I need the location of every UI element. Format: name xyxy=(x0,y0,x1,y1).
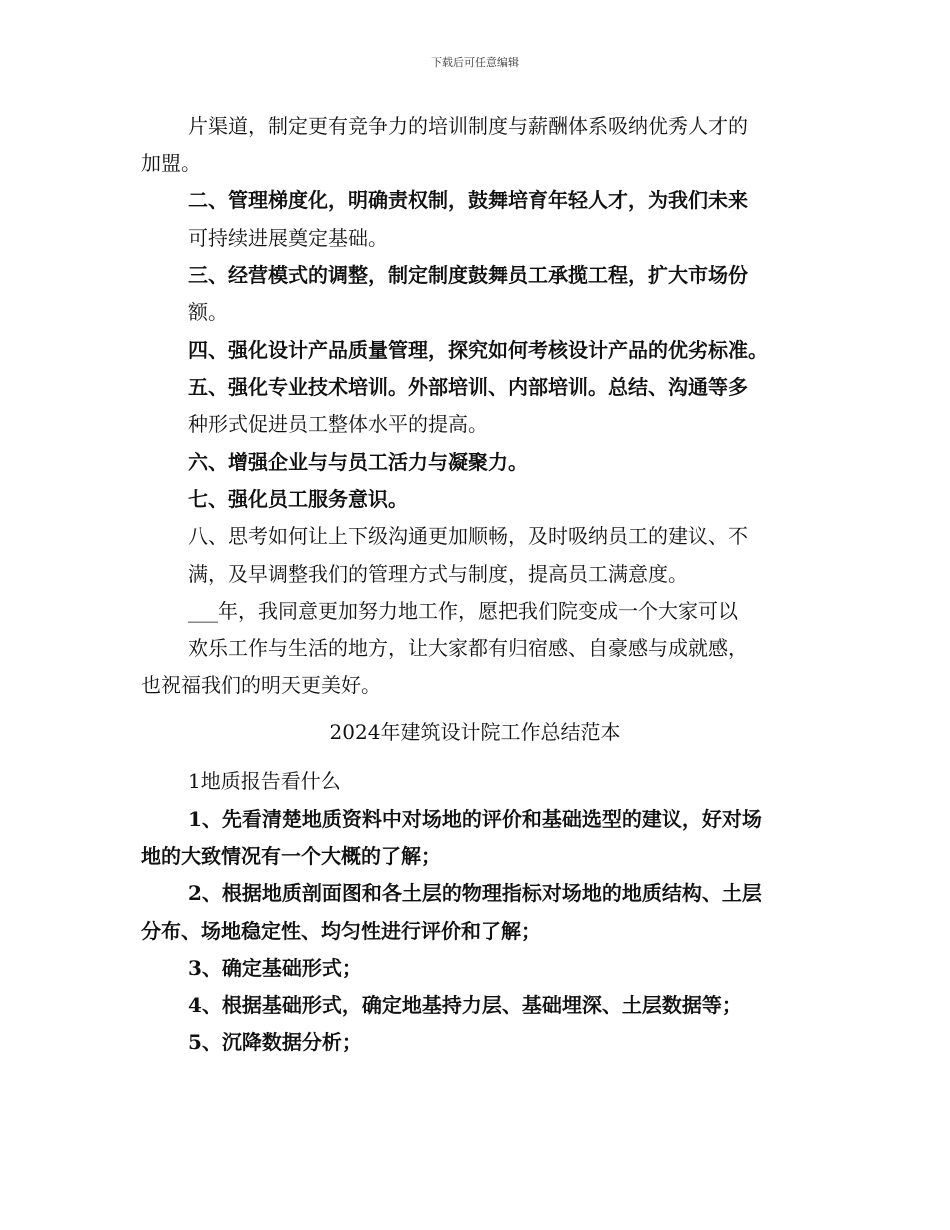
section-title: 2024年建筑设计院工作总结范本 xyxy=(329,720,621,744)
step-1: 1、先看清楚地质资料中对场地的评价和基础选型的建议，好对场 xyxy=(188,807,762,831)
list-item-5: 五、强化专业技术培训。外部培训、内部培训。总结、沟通等多 xyxy=(188,375,748,399)
page-header: 下载后可任意编辑 xyxy=(431,56,519,69)
list-item-6: 六、增强企业与与员工活力与凝聚力。 xyxy=(188,450,528,474)
list-item-3: 三、经营模式的调整，制定制度鼓舞员工承揽工程，扩大市场份 xyxy=(188,263,748,287)
step-2-cont: 分布、场地稳定性、均匀性进行评价和了解； xyxy=(141,919,541,943)
list-item-2-cont: 可持续进展奠定基础。 xyxy=(188,226,388,250)
list-item-2: 二、管理梯度化，明确责权制，鼓舞培育年轻人才，为我们未来 xyxy=(188,188,748,212)
closing-line: ___年，我同意更加努力地工作，愿把我们院变成一个大家可以 xyxy=(188,599,738,623)
subheading: 1地质报告看什么 xyxy=(188,769,341,793)
list-item-5-cont: 种形式促进员工整体水平的提高。 xyxy=(188,412,488,436)
step-4: 4、根据基础形式，确定地基持力层、基础埋深、土层数据等； xyxy=(188,993,742,1017)
list-item-4: 四、强化设计产品质量管理，探究如何考核设计产品的优劣标准。 xyxy=(188,338,768,362)
step-1-cont: 地的大致情况有一个大概的了解； xyxy=(141,844,441,868)
paragraph-line: 片渠道，制定更有竞争力的培训制度与薪酬体系吸纳优秀人才的 xyxy=(188,114,748,138)
paragraph-line: 加盟。 xyxy=(141,151,201,175)
step-3: 3、确定基础形式； xyxy=(188,956,362,980)
list-item-8-cont: 满，及早调整我们的管理方式与制度，提高员工满意度。 xyxy=(188,562,688,586)
step-2: 2、根据地质剖面图和各土层的物理指标对场地的地质结构、土层 xyxy=(188,881,762,905)
list-item-8: 八、思考如何让上下级沟通更加顺畅，及时吸纳员工的建议、不 xyxy=(188,524,748,548)
list-item-7: 七、强化员工服务意识。 xyxy=(188,487,408,511)
closing-line: 欢乐工作与生活的地方，让大家都有归宿感、自豪感与成就感， xyxy=(188,636,748,660)
closing-line: 也祝福我们的明天更美好。 xyxy=(141,673,381,697)
step-5: 5、沉降数据分析； xyxy=(188,1030,362,1054)
list-item-3-cont: 额。 xyxy=(188,300,228,324)
